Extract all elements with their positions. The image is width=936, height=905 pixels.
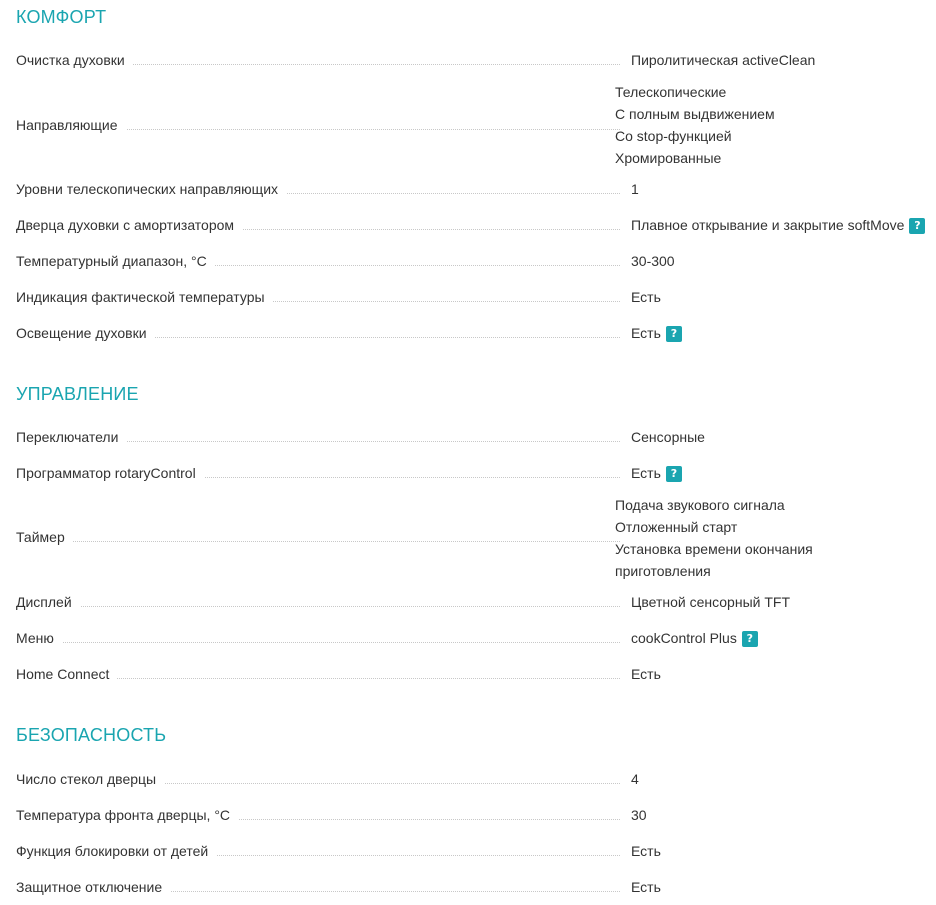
spec-label: Уровни телескопических направляющих (16, 179, 286, 199)
spec-value-with-help (631, 628, 758, 648)
spec-row-telescopic-levels (16, 179, 936, 199)
spec-label: Направляющие (16, 115, 126, 135)
spec-row-rotary-control (16, 463, 936, 483)
spec-label: Меню (16, 628, 62, 648)
spec-row-rails (16, 115, 936, 135)
spec-value: Есть (631, 879, 661, 895)
help-icon[interactable]: ? (666, 326, 682, 342)
spec-label: Дверца духовки с амортизатором (16, 215, 242, 235)
spec-value: Есть (631, 325, 661, 341)
spec-row-oven-light (16, 323, 936, 343)
leader-line (16, 541, 620, 542)
help-icon[interactable]: ? (666, 466, 682, 482)
help-icon[interactable]: ? (909, 218, 925, 234)
spec-value-line: Установка времени окончания (615, 541, 813, 557)
spec-label: Дисплей (16, 592, 80, 612)
section-title-safety: БЕЗОПАСНОСТЬ (16, 725, 167, 745)
leader-line (16, 606, 620, 607)
leader-line (16, 642, 620, 643)
spec-value: 1 (631, 181, 639, 197)
spec-value-line: Телескопические (615, 84, 727, 100)
spec-value-line: С полным выдвижением (615, 106, 775, 122)
spec-row-child-lock (16, 841, 936, 861)
spec-row-menu (16, 628, 936, 648)
spec-value: 30-300 (631, 253, 675, 269)
spec-row-door-damper (16, 215, 936, 235)
spec-value-with-help (631, 323, 682, 343)
spec-value-with-help (631, 463, 682, 483)
spec-label: Число стекол дверцы (16, 769, 164, 789)
spec-value-with-help (631, 215, 925, 235)
spec-value: 30 (631, 807, 647, 823)
spec-value: cookControl Plus (631, 630, 737, 646)
spec-value: Есть (631, 843, 661, 859)
spec-label: Индикация фактической температуры (16, 287, 273, 307)
spec-value: Есть (631, 289, 661, 305)
spec-row-switches (16, 427, 936, 447)
spec-value: Плавное открывание и закрытие softMove (631, 217, 905, 233)
spec-value: Есть (631, 465, 661, 481)
spec-value: Сенсорные (631, 429, 705, 445)
spec-label: Программатор rotaryControl (16, 463, 204, 483)
spec-value: 4 (631, 771, 639, 787)
spec-row-safety-shutoff (16, 877, 936, 897)
spec-value-line: Со stop-функцией (615, 128, 732, 144)
spec-value-line: Хромированные (615, 150, 722, 166)
spec-value-line: Подача звукового сигнала (615, 497, 785, 513)
section-title-comfort: КОМФОРТ (16, 7, 107, 27)
spec-value: Цветной сенсорный TFT (631, 594, 791, 610)
spec-label: Защитное отключение (16, 877, 170, 897)
spec-label: Температура фронта дверцы, °С (16, 805, 238, 825)
spec-label: Освещение духовки (16, 323, 155, 343)
spec-row-door-front-temperature (16, 805, 936, 825)
section-title-control: УПРАВЛЕНИЕ (16, 384, 139, 404)
spec-value: Есть (631, 666, 661, 682)
spec-row-temperature-range (16, 251, 936, 271)
spec-label: Home Connect (16, 664, 117, 684)
spec-row-oven-cleaning (16, 50, 936, 70)
spec-value-timer (615, 494, 813, 582)
spec-row-display (16, 592, 936, 612)
spec-row-actual-temperature (16, 287, 936, 307)
help-icon[interactable]: ? (742, 631, 758, 647)
spec-label: Очистка духовки (16, 50, 133, 70)
spec-value-rails (615, 81, 775, 169)
spec-label: Функция блокировки от детей (16, 841, 216, 861)
spec-label: Переключатели (16, 427, 126, 447)
spec-value: Пиролитическая activeClean (631, 52, 816, 68)
spec-label: Температурный диапазон, °С (16, 251, 215, 271)
spec-value-line: Отложенный старт (615, 519, 738, 535)
spec-row-home-connect (16, 664, 936, 684)
spec-label: Таймер (16, 527, 73, 547)
spec-row-door-glasses (16, 769, 936, 789)
spec-value-line: приготовления (615, 563, 711, 579)
